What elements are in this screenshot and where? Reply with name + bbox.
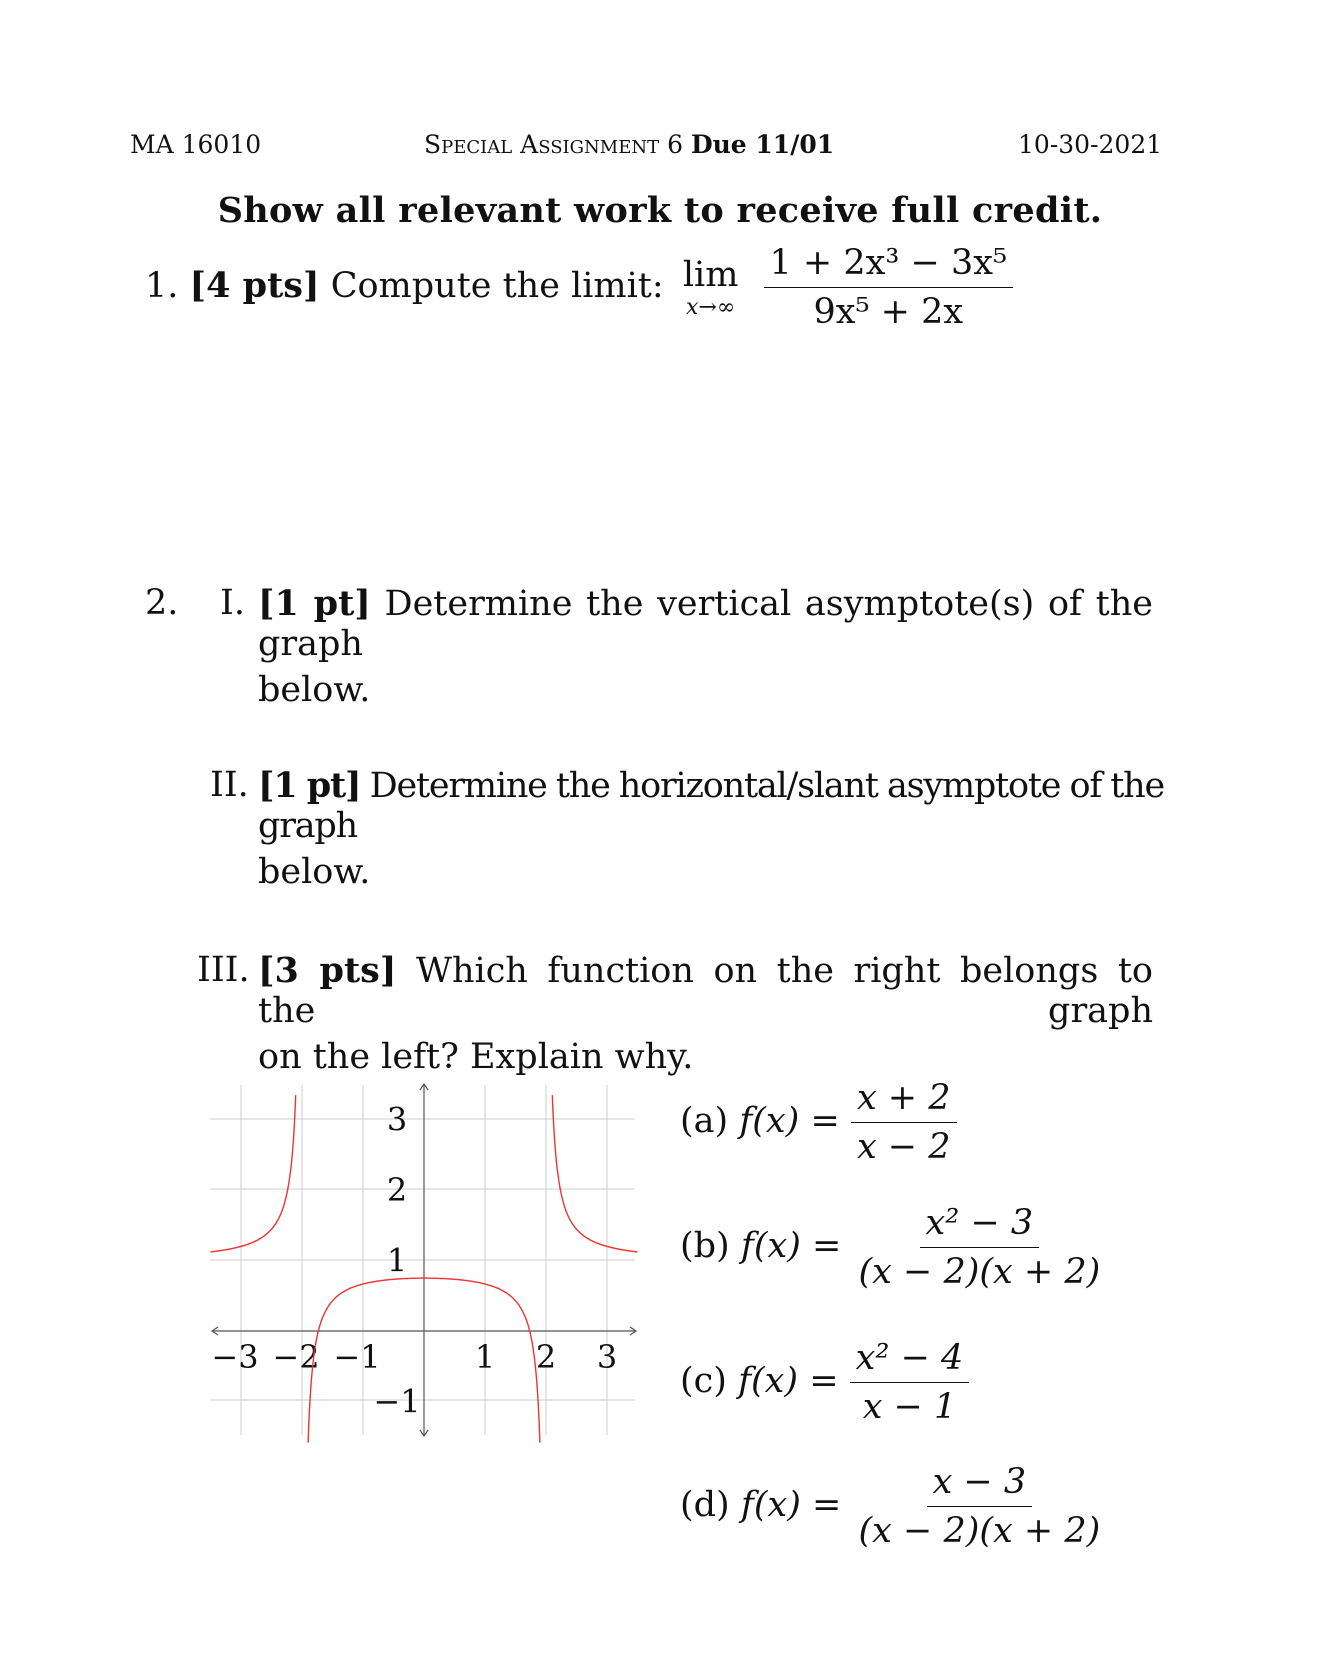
assignment-name: Special Assignment 6 (424, 130, 683, 159)
q2-part-2 (258, 765, 1164, 892)
assignment-title (424, 130, 834, 159)
q1-number: 1. (145, 266, 179, 306)
choice-a-numerator: x + 2 (851, 1078, 957, 1123)
choice-a-denominator: x − 2 (856, 1127, 951, 1167)
choice-d-fraction (852, 1462, 1106, 1551)
limit-operator (683, 255, 739, 320)
q2-part-3 (258, 950, 1153, 1077)
q2-part-1-points: [1 pt] (258, 583, 371, 624)
choice-c (680, 1338, 969, 1427)
q2-part-3-points: [3 pts] (258, 950, 397, 991)
function-graph (200, 1080, 650, 1450)
x-tick-label: 3 (596, 1338, 618, 1376)
q2-number: 2. (145, 583, 179, 623)
choice-c-numerator: x² − 4 (850, 1338, 970, 1383)
choice-d-denominator: (x − 2)(x + 2) (858, 1511, 1101, 1551)
q2-part-1 (258, 583, 1153, 710)
choice-d-lhs: f(x) = (740, 1485, 842, 1525)
y-tick-label: 1 (386, 1241, 408, 1280)
choice-c-denominator: x − 1 (862, 1387, 957, 1427)
q2-part-3-line2: on the left? Explain why. (258, 1037, 694, 1077)
choice-d-label: (d) (680, 1485, 730, 1525)
due-date: Due 11/01 (690, 130, 835, 159)
x-tick-label: −3 (211, 1338, 259, 1376)
x-tick-label: 2 (535, 1338, 557, 1376)
choice-a-fraction (851, 1078, 957, 1167)
q2-part-2-points: [1 pt] (258, 765, 361, 806)
question-1 (145, 243, 1013, 332)
q2-part-2-label: II. (210, 765, 249, 805)
choice-b-denominator: (x − 2)(x + 2) (858, 1252, 1101, 1292)
x-tick-label: 1 (474, 1338, 496, 1376)
choice-a (680, 1078, 957, 1167)
x-tick-label: −1 (333, 1338, 381, 1376)
q2-part-1-line1: Determine the vertical asymptote(s) of the graph (258, 584, 1153, 664)
choice-c-label: (c) (680, 1361, 727, 1401)
q1-points: [4 pts] (189, 265, 320, 306)
lim-subscript: x→∞ (686, 295, 736, 320)
choice-d (680, 1462, 1106, 1551)
q2-part-1-label: I. (220, 583, 245, 623)
q2-part-3-line1: Which function on the right belongs to the graph (258, 951, 1153, 1031)
choice-d-numerator: x − 3 (927, 1462, 1033, 1507)
choice-b-label: (b) (680, 1226, 730, 1266)
q1-fraction (764, 243, 1014, 332)
choice-c-fraction (850, 1338, 970, 1427)
lim-label: lim (682, 255, 739, 295)
q1-denominator: 9x⁵ + 2x (813, 292, 964, 332)
choice-b (680, 1203, 1106, 1292)
y-tick-label: 2 (386, 1171, 408, 1209)
choice-b-lhs: f(x) = (740, 1226, 842, 1266)
q2-part-3-label: III. (197, 950, 250, 990)
q2-part-2-line1: Determine the horizontal/slant asymptote of the graph (258, 766, 1164, 846)
header-date: 10-30-2021 (1018, 130, 1163, 159)
x-tick-label: −2 (272, 1338, 320, 1376)
choice-a-lhs: f(x) = (739, 1101, 840, 1141)
y-tick-label: −1 (373, 1382, 421, 1421)
choice-b-fraction (852, 1203, 1106, 1292)
choice-c-lhs: f(x) = (738, 1361, 839, 1401)
q1-numerator: 1 + 2x³ − 3x⁵ (764, 243, 1014, 288)
course-code: MA 16010 (130, 130, 262, 159)
instruction-heading: Show all relevant work to receive full credit. (217, 190, 1103, 231)
choice-b-numerator: x² − 3 (920, 1203, 1040, 1248)
grid-lines (210, 1085, 635, 1435)
y-tick-label: 3 (386, 1100, 408, 1139)
q2-part-2-line2: below. (258, 852, 371, 892)
choice-a-label: (a) (680, 1101, 729, 1141)
q1-text: Compute the limit: (330, 266, 664, 306)
q2-part-1-line2: below. (258, 670, 371, 710)
